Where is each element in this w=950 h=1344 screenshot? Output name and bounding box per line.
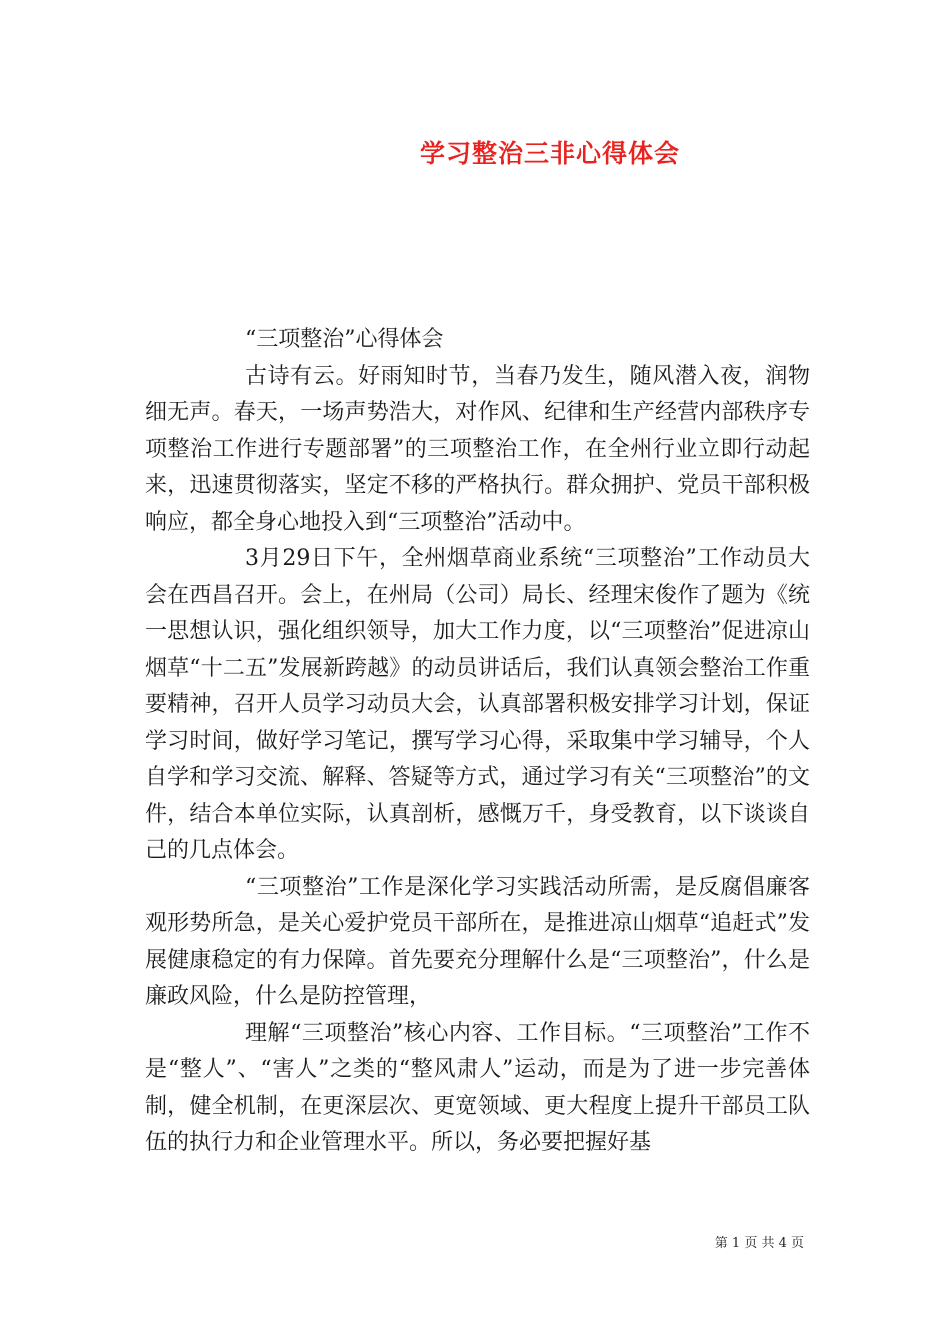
paragraph-2: 3月29日下午，全州烟草商业系统“三项整治”工作动员大会在西昌召开。会上，在州局（公司）局长、经理宋俊作了题为《统一思想认识，强化组织领导，加大工作力度，以“三项整治”促进凉山烟草“十二五”发展新跨越》的动员讲话后，我们认真领会整治工作重要精神，召开人员学习动员大会，认真部署积极安排学习计划，保证学习时间，做好学习笔记，撰写学习心得，采取集中学习辅导，个人自学和学习交流、解释、答疑等方式，通过学习有关“三项整治”的文件，结合本单位实际，认真剖析，感慨万千，身受教育，以下谈谈自己的几点体会。 — [145, 546, 810, 863]
page-number-footer: 第 1 页 共 4 页 — [714, 1236, 804, 1251]
paragraph-3: “三项整治”工作是深化学习实践活动所需，是反腐倡廉客观形势所急，是关心爱护党员干部所在，是推进凉山烟草“追赶式”发展健康稳定的有力保障。首先要充分理解什么是“三项整治”，什么是廉政风险，什么是防控管理， — [145, 874, 810, 1009]
document-body — [145, 322, 810, 1162]
paragraph-4: 理解“三项整治”核心内容、工作目标。“三项整治”工作不是“整人”、“害人”之类的“整风肃人”运动，而是为了进一步完善体制，健全机制，在更深层次、更宽领域、更大程度上提升干部员工队伍的执行力和企业管理水平。所以，务必要把握好基 — [145, 1020, 811, 1155]
section-subtitle: “三项整治”心得体会 — [245, 327, 444, 352]
document-title: 学习整治三非心得体会 — [419, 139, 680, 168]
paragraph-1: 古诗有云。好雨知时节，当春乃发生，随风潜入夜，润物细无声。春天，一场声势浩大，对作风、纪律和生产经营内部秩序专项整治工作进行专题部署”的三项整治工作，在全州行业立即行动起来，迅速贯彻落实，坚定不移的严格执行。群众拥护、党员干部积极响应，都全身心地投入到“三项整治”活动中。 — [145, 363, 810, 535]
